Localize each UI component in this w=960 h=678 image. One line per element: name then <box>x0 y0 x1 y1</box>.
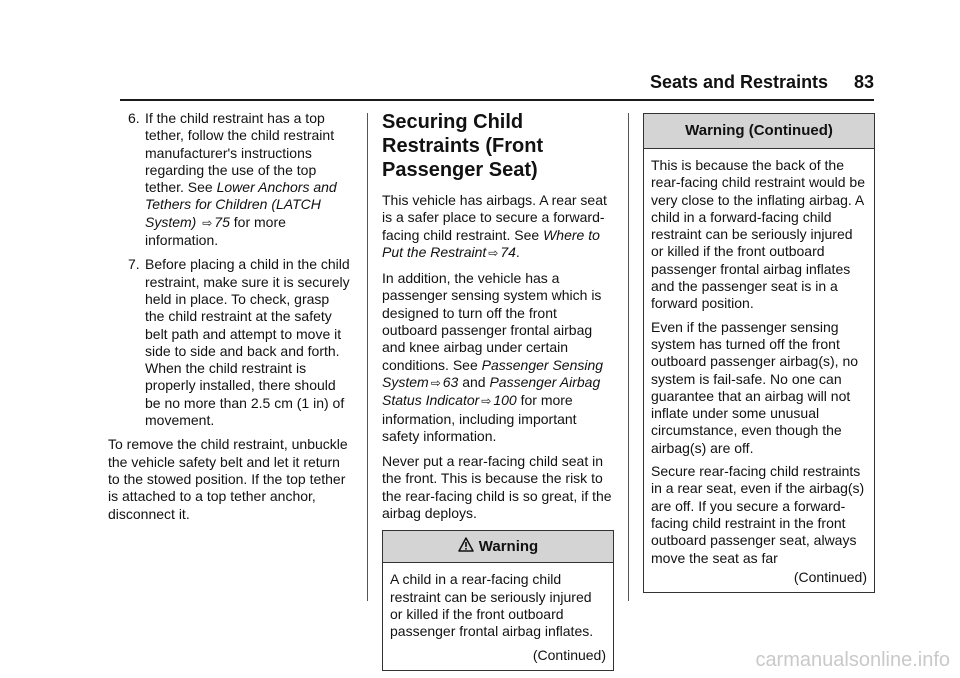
header-rule <box>120 99 874 101</box>
page-ref-arrow-icon: ⇨ <box>488 245 499 260</box>
page-ref-arrow-icon: ⇨ <box>430 375 441 390</box>
step-text-end: for more information. <box>145 213 286 249</box>
page-ref[interactable]: 75 <box>214 213 230 230</box>
paragraph-2 <box>382 270 614 445</box>
paragraph-end: . <box>515 243 520 260</box>
warning-triangle-icon <box>458 537 474 556</box>
cross-reference-link[interactable]: Passenger Airbag Status Indicator <box>382 373 601 409</box>
column-1 <box>108 110 352 531</box>
warning-box <box>382 530 614 670</box>
step-number: 7. <box>128 256 140 273</box>
cross-reference-link[interactable]: Passenger Sensing System <box>382 356 604 390</box>
section-title: Seats and Restraints <box>650 72 829 92</box>
continued-label: (Continued) <box>793 568 867 585</box>
step-list <box>108 110 352 429</box>
step-text: If the child restraint has a top tether, follow the child restraint manufacturer's instructions regarding the use of the top tether. See <box>145 110 335 196</box>
warning-box-continued <box>643 113 875 593</box>
page-ref-arrow-icon: ⇨ <box>202 215 213 230</box>
page-header <box>650 72 874 96</box>
warning-text: A child in a rear-facing child restraint can be seriously injured or killed if the front outboard passenger frontal airbag inflates. <box>390 571 594 640</box>
page-ref[interactable]: 63 <box>442 373 459 390</box>
watermark: carmanualsonline.info <box>755 649 950 671</box>
cross-reference-link[interactable]: Where to Put the Restraint <box>382 226 600 260</box>
cross-reference-link[interactable]: Lower Anchors and Tethers for Children (LATCH System) <box>145 179 337 230</box>
page-number: 83 <box>853 72 874 92</box>
warning-text-3: Secure rear-facing child restraints in a rear seat, even if the airbag(s) are off. If you secure a forward-facing child restraint in the front outboard passenger seat, always move the seat as far <box>651 463 865 566</box>
section-heading: Securing Child Restraints (Front Passenger Seat) <box>382 111 544 181</box>
column-divider-2 <box>628 113 629 601</box>
paragraph-text: for more information, including important safety information. <box>382 392 577 444</box>
page-ref[interactable]: 100 <box>493 392 517 409</box>
paragraph-1 <box>382 192 614 262</box>
warning-text-2: Even if the passenger sensing system has turned off the front outboard passenger airbag(s), no system is fail-safe. No one can guarantee that an airbag will not inflate under some unusual circumstance, even though the airbag(s) are off. <box>651 318 859 456</box>
paragraph-3: Never put a rear-facing child seat in the front. This is because the risk to the rear-facing child is so great, if the airbag deploys. <box>382 453 612 522</box>
paragraph: To remove the child restraint, unbuckle the vehicle safety belt and let it return to the stowed position. If the top tether is attached to a top tether anchor, disconnect it. <box>108 436 348 522</box>
warning-header <box>383 531 613 563</box>
page-ref-arrow-icon: ⇨ <box>481 394 492 409</box>
continued-label: (Continued) <box>532 646 606 663</box>
paragraph-text: This vehicle has airbags. A rear seat is a safer place to secure a forward-facing child restraint. See <box>382 192 607 243</box>
step-text: Before placing a child in the child restraint, make sure it is securely held in place. To check, grasp the child restraint at the safety belt path and attempt to move it side to side and back and forth. When the child restraint is properly installed, there should be no more than 2.5 cm (1 in) of movement. <box>145 256 350 429</box>
column-divider-1 <box>367 113 368 601</box>
step-6 <box>108 110 352 249</box>
paragraph-text: In addition, the vehicle has a passenger sensing system which is designed to turn off the front outboard passenger frontal airbag and knee airbag under certain conditions. See <box>382 270 602 373</box>
warning-body <box>383 563 613 669</box>
warning-title: Warning <box>478 538 539 556</box>
step-number: 6. <box>128 110 140 126</box>
paragraph-text: and <box>458 373 490 390</box>
column-3 <box>643 110 875 593</box>
warning-body <box>644 149 874 592</box>
page-ref[interactable]: 74 <box>500 243 516 260</box>
step-7 <box>108 256 352 429</box>
warning-header <box>644 114 874 149</box>
column-2 <box>382 110 614 671</box>
warning-title: Warning (Continued) <box>685 122 833 140</box>
warning-text-1: This is because the back of the rear-facing child restraint would be very close to the inflating airbag. A child in a forward-facing child restraint can be seriously injured or killed if the front outboard passenger frontal airbag inflates and the passenger seat is in a forward position. <box>651 157 865 312</box>
